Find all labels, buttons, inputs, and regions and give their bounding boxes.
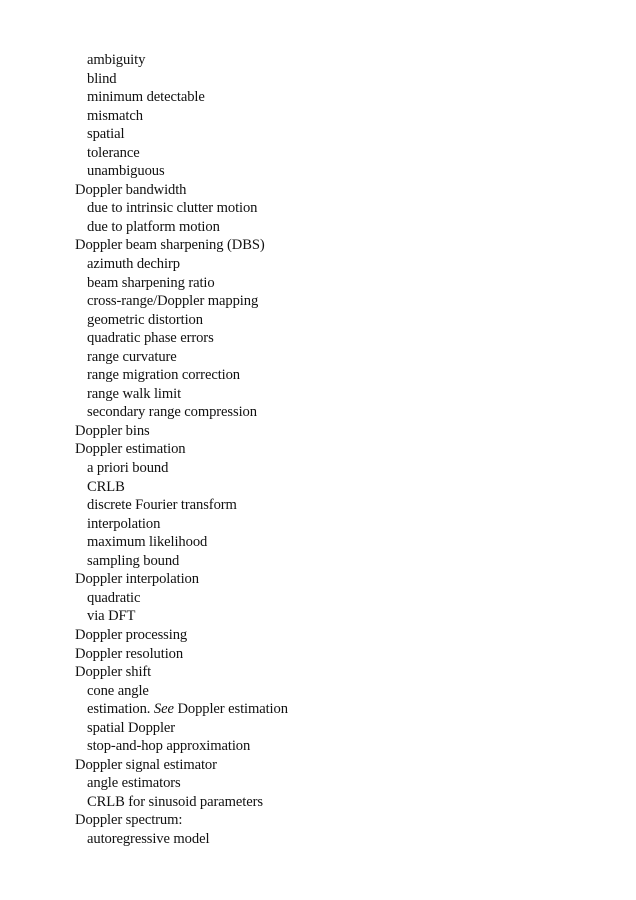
entry-text: Doppler bins — [75, 422, 150, 439]
entry-text: range migration correction — [87, 367, 241, 384]
index-subentry — [0, 793, 636, 812]
index-heading — [0, 663, 636, 682]
index-subentry — [0, 682, 636, 701]
entry-text: sampling bound — [87, 552, 180, 569]
entry-text: ambiguity — [87, 52, 146, 68]
index-subentry — [0, 107, 636, 126]
entry-text: tolerance — [87, 144, 140, 161]
index-subentry — [0, 162, 636, 181]
see-reference: Doppler estimation — [177, 701, 288, 718]
entry-text: estimation. — [87, 701, 151, 718]
index-heading — [0, 626, 636, 645]
index-list — [0, 51, 636, 849]
index-subentry — [0, 515, 636, 534]
index-subentry — [0, 719, 636, 738]
index-subentry — [0, 366, 636, 385]
entry-text: beam sharpening ratio — [87, 274, 215, 291]
index-subentry — [0, 403, 636, 422]
entry-text: discrete Fourier transform — [87, 497, 237, 514]
index-subentry — [0, 385, 636, 404]
entry-text: range walk limit — [87, 385, 182, 402]
index-heading — [0, 422, 636, 441]
entry-text: Doppler shift — [75, 664, 152, 681]
index-subentry — [0, 830, 636, 849]
entry-text: stop-and-hop approximation — [87, 738, 251, 755]
entry-text: cross-range/Doppler mapping — [87, 293, 259, 310]
index-subentry — [0, 274, 636, 293]
entry-text: CRLB — [87, 478, 125, 495]
entry-text: angle estimators — [87, 775, 181, 792]
index-subentry — [0, 496, 636, 515]
index-subentry — [0, 533, 636, 552]
entry-text: CRLB for sinusoid parameters — [87, 793, 263, 810]
entry-text: range curvature — [87, 348, 177, 365]
index-subentry — [0, 311, 636, 330]
entry-text: minimum detectable — [87, 89, 205, 106]
index-subentry — [0, 589, 636, 608]
index-subentry — [0, 88, 636, 107]
entry-text: via DFT — [87, 608, 136, 625]
index-subentry — [0, 552, 636, 571]
index-subentry — [0, 478, 636, 497]
index-subentry — [0, 607, 636, 626]
entry-text: Doppler interpolation — [75, 571, 199, 588]
index-heading — [0, 645, 636, 664]
entry-text: quadratic — [87, 589, 141, 606]
index-subentry — [0, 737, 636, 756]
entry-text: spatial Doppler — [87, 719, 176, 736]
index-heading — [0, 570, 636, 589]
entry-text: mismatch — [87, 107, 143, 124]
entry-text: Doppler signal estimator — [75, 756, 217, 773]
entry-text: geometric distortion — [87, 311, 203, 328]
entry-text: quadratic phase errors — [87, 330, 214, 347]
entry-text: Doppler beam sharpening (DBS) — [75, 237, 265, 254]
entry-text: due to intrinsic clutter motion — [87, 200, 258, 217]
index-subentry — [0, 459, 636, 478]
entry-text: Doppler processing — [75, 626, 188, 643]
entry-text: secondary range compression — [87, 404, 257, 421]
index-subentry — [0, 255, 636, 274]
entry-text: interpolation — [87, 515, 161, 532]
index-subentry — [0, 144, 636, 163]
index-heading — [0, 181, 636, 200]
index-subentry — [0, 329, 636, 348]
index-subentry — [0, 70, 636, 89]
index-subentry — [0, 125, 636, 144]
entry-text: autoregressive model — [87, 830, 210, 847]
entry-text: a priori bound — [87, 460, 169, 477]
index-subentry — [0, 218, 636, 237]
index-heading — [0, 811, 636, 830]
index-subentry — [0, 774, 636, 793]
entry-text: maximum likelihood — [87, 534, 208, 551]
entry-text: Doppler spectrum: — [75, 812, 183, 829]
entry-text: Doppler estimation — [75, 441, 186, 458]
index-subentry — [0, 700, 636, 719]
entry-text: cone angle — [87, 682, 149, 699]
entry-text: unambiguous — [87, 163, 165, 180]
index-subentry — [0, 199, 636, 218]
entry-text: blind — [87, 70, 117, 87]
index-heading — [0, 236, 636, 255]
index-subentry — [0, 348, 636, 367]
entry-text: azimuth dechirp — [87, 256, 180, 273]
see-label: See — [153, 701, 174, 718]
entry-text: Doppler resolution — [75, 645, 184, 662]
entry-text: due to platform motion — [87, 218, 220, 235]
index-subentry — [0, 51, 636, 70]
index-subentry — [0, 292, 636, 311]
index-heading — [0, 756, 636, 775]
index-heading — [0, 440, 636, 459]
entry-text: Doppler bandwidth — [75, 181, 187, 198]
entry-text: spatial — [87, 126, 125, 143]
